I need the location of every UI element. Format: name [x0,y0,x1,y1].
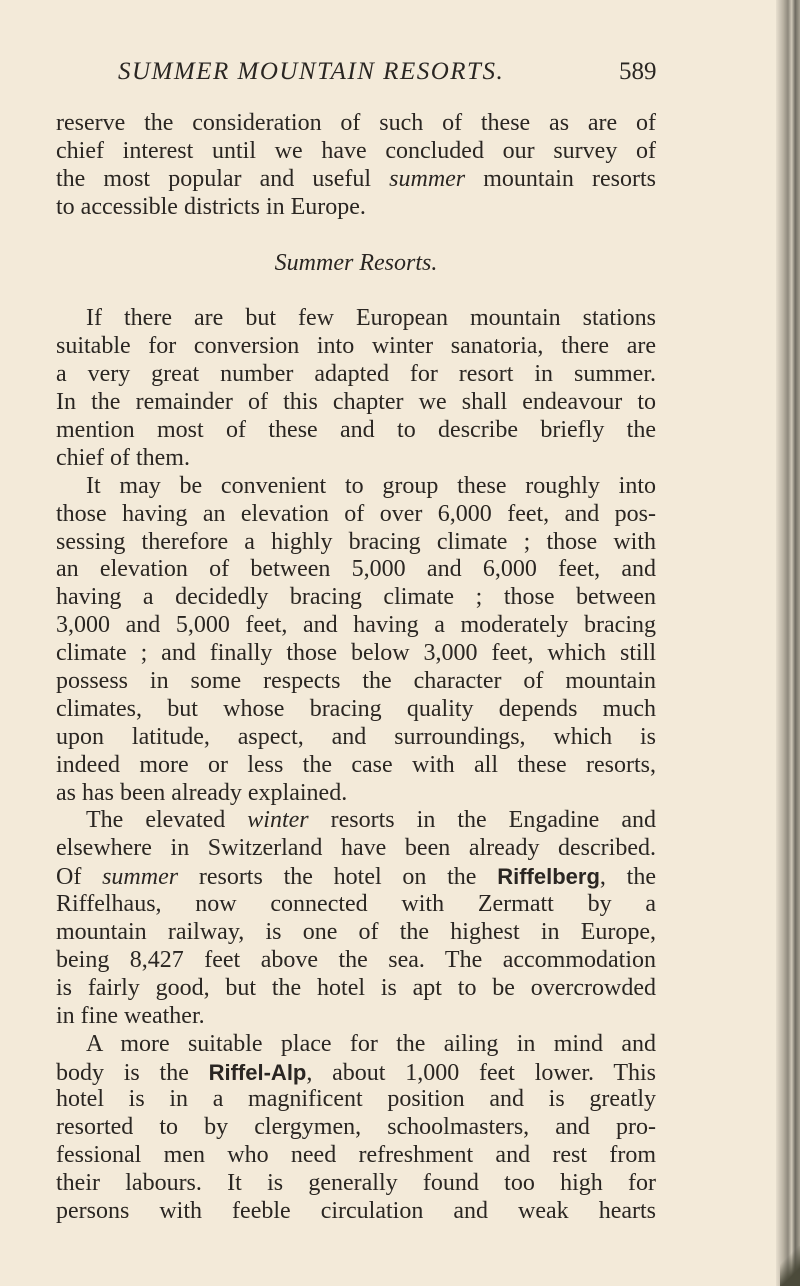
bold-place-name: Riffelberg [497,864,600,890]
text-line [56,166,656,194]
text-run: resorts in the Engadine and [308,807,656,834]
page-number: 589 [619,58,657,85]
text-line: climates, but whose bracing quality depends much [56,695,656,722]
text-line: as has been already explained. [56,779,348,806]
text-line: If there are but few European mountain stations [86,305,656,332]
text-line: Riffelhaus, now connected with Zermatt by a [56,891,656,918]
italic-word: summer [389,165,466,192]
text-line: A more suitable place for the ailing in mind and [86,1030,656,1057]
text-run: resorts the hotel on the [178,864,498,891]
text-line: possess in some respects the character of mountain [56,668,656,695]
text-line: fessional men who need refreshment and rest from [56,1142,656,1169]
text-line: chief of them. [56,444,190,471]
text-line [56,863,656,891]
italic-word: winter [247,807,309,834]
text-line: a very great number adapted for resort in summer. [56,361,656,388]
body-text [56,110,656,1226]
bold-place-name: Riffel-Alp [208,1059,307,1085]
book-spine-edge [776,0,800,1286]
paragraph-4 [56,807,656,1030]
text-line: upon latitude, aspect, and surroundings, which is [56,723,656,750]
text-line: in fine weather. [56,1002,205,1029]
text-line: persons with feeble circulation and weak hearts [56,1197,656,1224]
text-run: the most popular and useful [56,165,390,192]
text-line [56,807,656,835]
text-line: an elevation of between 5,000 and 6,000 feet, and [56,556,656,583]
page-corner-shadow [780,1246,800,1286]
text-line: chief interest until we have concluded our survey of [56,137,656,164]
text-run: The elevated [86,807,248,834]
text-line: mountain railway, is one of the highest in Europe, [56,919,656,946]
text-line: hotel is in a magnificent position and is greatly [56,1086,656,1113]
text-line: is fairly good, but the hotel is apt to be overcrowded [56,974,656,1001]
text-run: , the [599,864,656,891]
text-run: Of [56,864,103,891]
text-line: suitable for conversion into winter sanatoria, there are [56,333,656,360]
text-run: , about 1,000 feet lower. This [306,1059,657,1086]
text-line: resorted to by clergymen, schoolmasters, and pro- [56,1114,656,1141]
section-heading: Summer Resorts. [274,249,438,276]
text-line: elsewhere in Switzerland have been already described. [56,835,656,862]
paragraph-3 [56,473,656,808]
text-line: reserve the consideration of such of these as are of [56,110,656,136]
text-line: sessing therefore a highly bracing climate ; those with [56,528,656,555]
paragraph-1 [56,110,656,222]
text-line [56,1059,656,1087]
text-line: having a decidedly bracing climate ; those between [56,584,656,611]
text-line: 3,000 and 5,000 feet, and having a moderately bracing [56,612,656,639]
italic-word: summer [102,864,179,891]
paragraph-5 [56,1031,656,1226]
text-run: mountain resorts [465,165,656,192]
text-line: their labours. It is generally found too high for [56,1170,656,1197]
running-head [0,58,776,90]
text-line: those having an elevation of over 6,000 feet, and pos- [56,500,656,527]
text-run: body is the [56,1059,209,1086]
text-line: to accessible districts in Europe. [56,193,366,220]
text-line: In the remainder of this chapter we shall endeavour to [56,389,656,416]
text-line: being 8,427 feet above the sea. The accommodation [56,946,656,973]
text-line: mention most of these and to describe briefly the [56,417,656,444]
text-line: climate ; and finally those below 3,000 feet, which still [56,640,656,667]
paragraph-2 [56,305,656,472]
text-line: indeed more or less the case with all these resorts, [56,751,656,778]
text-line: It may be convenient to group these roughly into [86,472,656,499]
running-title: SUMMER MOUNTAIN RESORTS. [118,58,505,85]
